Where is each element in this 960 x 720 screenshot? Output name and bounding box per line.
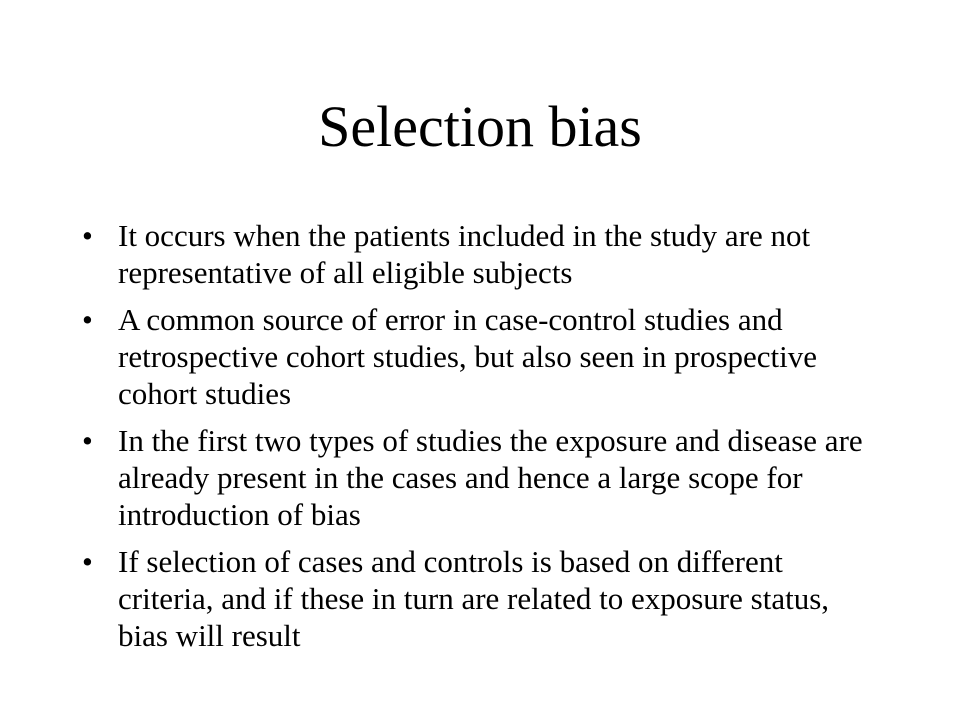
bullet-text: A common source of error in case-control studies and retrospective cohort studies, but also seen in prospective cohort studies <box>118 302 818 411</box>
slide-title: Selection bias <box>318 94 642 159</box>
bullet-dot-icon: • <box>82 423 93 458</box>
bullet-dot-icon: • <box>82 302 93 337</box>
bullet-dot-icon: • <box>82 218 93 253</box>
bullet-item <box>82 217 882 291</box>
bullet-item <box>82 301 882 412</box>
bullet-item <box>82 543 882 654</box>
bullet-text: It occurs when the patients included in the study are not representative of all eligible subjects <box>118 218 811 290</box>
bullet-item <box>82 422 882 533</box>
bullet-text: In the first two types of studies the exposure and disease are already present in the cases and hence a large scope for introduction of bias <box>118 423 863 532</box>
bullet-dot-icon: • <box>82 544 93 579</box>
bullet-text: If selection of cases and controls is based on different criteria, and if these in turn are related to exposure status, bias will result <box>118 544 830 653</box>
bullet-list <box>82 217 882 664</box>
